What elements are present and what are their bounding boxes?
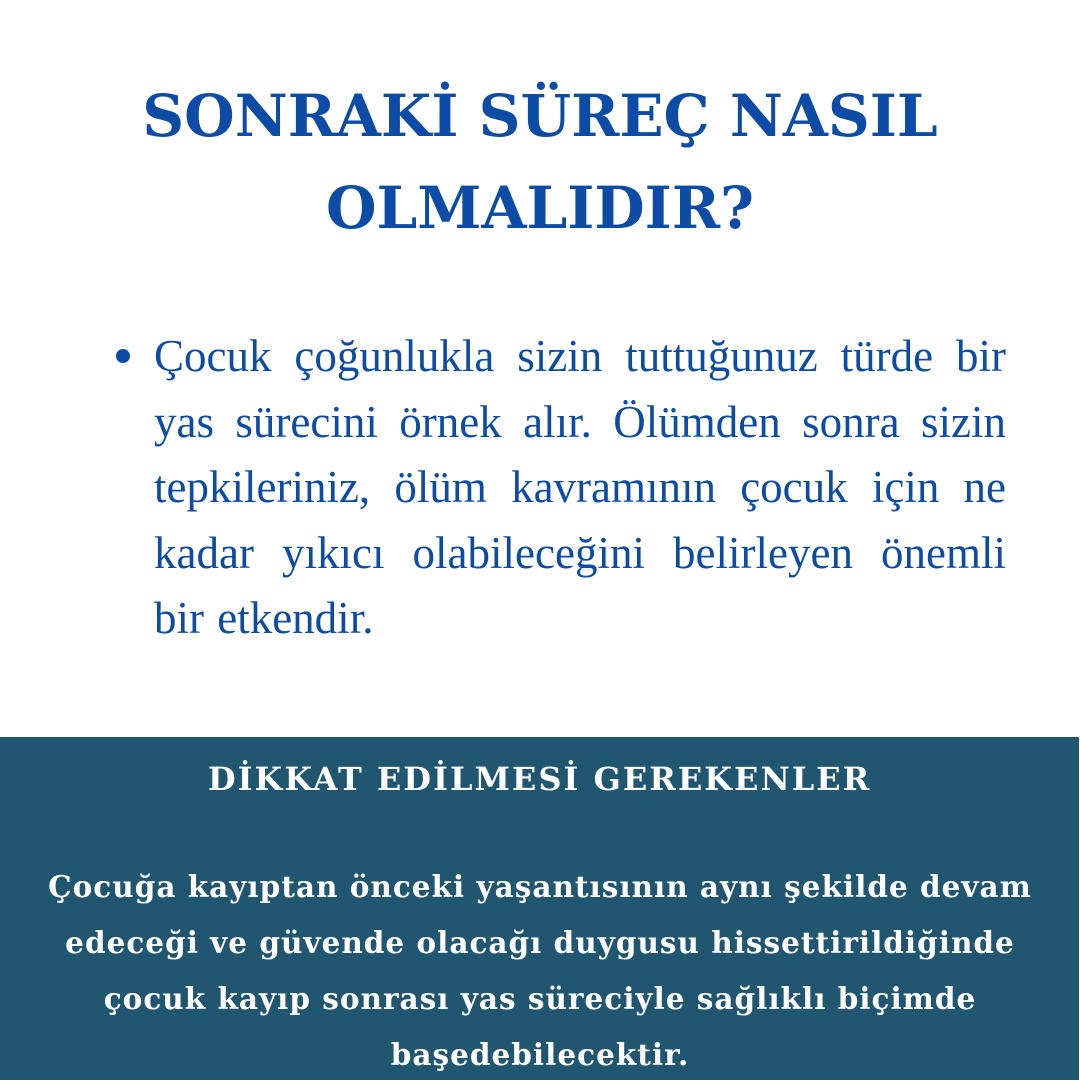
list-item-text: Çocuk çoğunlukla sizin tuttuğunuz türde bir yas sürecini örnek alır. Ölümden sonra sizin tepkileriniz, ölüm kavramının çocuk için ne kadar yıkıcı olabileceğini belirleyen önemli bir etkendir. bbox=[154, 331, 1006, 643]
attention-heading: DİKKAT EDİLMESİ GEREKENLER bbox=[207, 760, 872, 798]
attention-panel bbox=[0, 737, 1079, 1080]
attention-text: Çocuğa kayıptan önceki yaşantısının aynı şekilde devam edeceği ve güvende olacağı duygusu hissettirildiğinde çocuk kayıp sonrası yas süreciyle sağlıklı biçimde başedebilecektir. bbox=[48, 869, 1032, 1072]
page-title: SONRAKİ SÜREÇ NASIL OLMALIDIR? bbox=[142, 82, 938, 242]
list-item bbox=[112, 324, 1006, 652]
bullet-dot-icon bbox=[116, 349, 130, 363]
bullet-list bbox=[112, 324, 1006, 652]
